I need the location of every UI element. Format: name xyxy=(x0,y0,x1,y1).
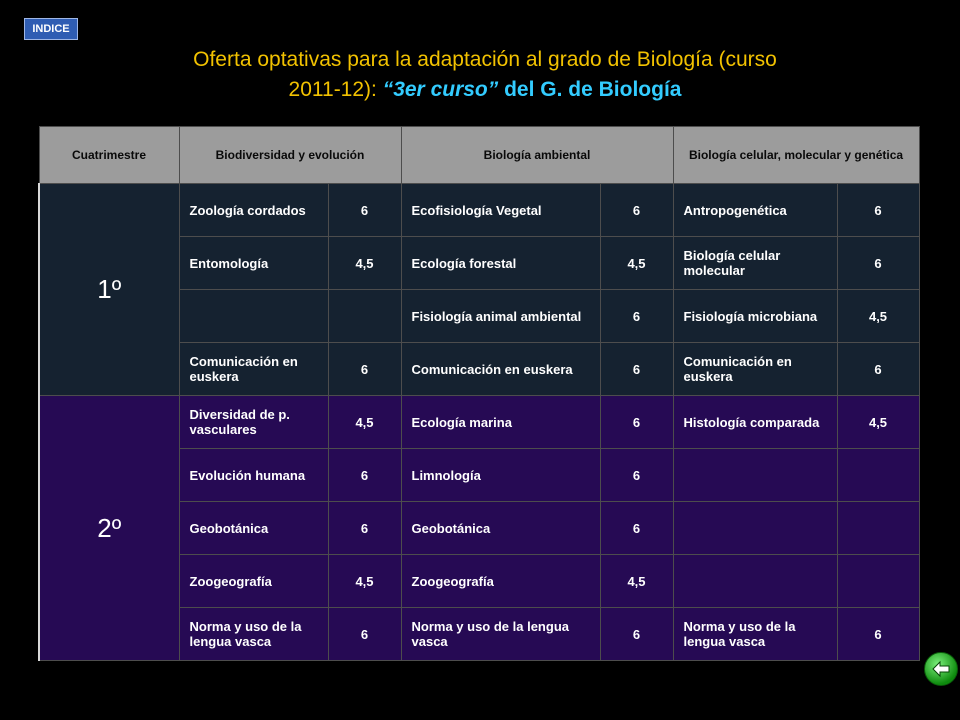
term-label: 1º xyxy=(39,184,179,396)
subject-cell: Comunicación en euskera xyxy=(179,343,328,396)
credits-cell: 4,5 xyxy=(328,396,401,449)
header-cuatrimestre: Cuatrimestre xyxy=(39,127,179,184)
credits-cell xyxy=(837,502,919,555)
credits-cell: 6 xyxy=(837,343,919,396)
subject-cell: Geobotánica xyxy=(179,502,328,555)
credits-cell: 6 xyxy=(600,184,673,237)
subject-cell: Diversidad de p. vasculares xyxy=(179,396,328,449)
credits-cell: 4,5 xyxy=(600,555,673,608)
credits-cell xyxy=(837,449,919,502)
optativas-table xyxy=(38,126,920,661)
credits-cell: 4,5 xyxy=(837,396,919,449)
credits-cell: 6 xyxy=(328,502,401,555)
header-biodiversidad: Biodiversidad y evolución xyxy=(179,127,401,184)
credits-cell: 6 xyxy=(837,237,919,290)
subject-cell: Geobotánica xyxy=(401,502,600,555)
credits-cell: 6 xyxy=(837,184,919,237)
term-label: 2º xyxy=(39,396,179,661)
subject-cell: Antropogenética xyxy=(673,184,837,237)
credits-cell: 6 xyxy=(328,449,401,502)
title-suffix: del G. de Biología xyxy=(498,78,682,101)
credits-cell: 6 xyxy=(328,184,401,237)
subject-cell: Norma y uso de la lengua vasca xyxy=(673,608,837,661)
title-line-1: Oferta optativas para la adaptación al grado de Biología (curso xyxy=(193,48,777,71)
credits-cell: 6 xyxy=(600,290,673,343)
credits-cell: 4,5 xyxy=(328,555,401,608)
subject-cell: Fisiología microbiana xyxy=(673,290,837,343)
subject-cell: Fisiología animal ambiental xyxy=(401,290,600,343)
header-ambiental: Biología ambiental xyxy=(401,127,673,184)
subject-cell: Norma y uso de la lengua vasca xyxy=(179,608,328,661)
credits-cell xyxy=(328,290,401,343)
subject-cell xyxy=(673,502,837,555)
subject-cell: Zoogeografía xyxy=(401,555,600,608)
title-line-2 xyxy=(60,75,910,105)
table-row xyxy=(39,184,919,237)
title-quote-close: ” xyxy=(487,78,499,101)
subject-cell: Limnología xyxy=(401,449,600,502)
credits-cell: 4,5 xyxy=(837,290,919,343)
subject-cell: Histología comparada xyxy=(673,396,837,449)
subject-cell: Evolución humana xyxy=(179,449,328,502)
subject-cell: Ecología forestal xyxy=(401,237,600,290)
subject-cell xyxy=(673,555,837,608)
subject-cell xyxy=(179,290,328,343)
subject-cell: Ecofisiología Vegetal xyxy=(401,184,600,237)
subject-cell: Norma y uso de la lengua vasca xyxy=(401,608,600,661)
subject-cell: Entomología xyxy=(179,237,328,290)
subject-cell: Comunicación en euskera xyxy=(673,343,837,396)
subject-cell: Biología celular molecular xyxy=(673,237,837,290)
slide-title xyxy=(60,45,910,105)
back-arrow-icon xyxy=(931,660,951,678)
back-button[interactable] xyxy=(924,652,958,686)
credits-cell: 6 xyxy=(600,343,673,396)
credits-cell: 6 xyxy=(600,502,673,555)
credits-cell: 6 xyxy=(328,608,401,661)
table-header-row xyxy=(39,127,919,184)
credits-cell: 6 xyxy=(600,449,673,502)
title-quote-open: “ xyxy=(382,78,394,101)
subject-cell: Comunicación en euskera xyxy=(401,343,600,396)
title-course: 3er curso xyxy=(393,78,488,101)
indice-button[interactable]: INDICE xyxy=(24,18,78,40)
credits-cell: 6 xyxy=(600,608,673,661)
header-celular: Biología celular, molecular y genética xyxy=(673,127,919,184)
credits-cell xyxy=(837,555,919,608)
subject-cell: Ecología marina xyxy=(401,396,600,449)
table-row xyxy=(39,396,919,449)
credits-cell: 6 xyxy=(837,608,919,661)
credits-cell: 4,5 xyxy=(328,237,401,290)
title-year: 2011-12): xyxy=(288,78,383,101)
credits-cell: 6 xyxy=(600,396,673,449)
subject-cell xyxy=(673,449,837,502)
subject-cell: Zoología cordados xyxy=(179,184,328,237)
credits-cell: 4,5 xyxy=(600,237,673,290)
credits-cell: 6 xyxy=(328,343,401,396)
subject-cell: Zoogeografía xyxy=(179,555,328,608)
